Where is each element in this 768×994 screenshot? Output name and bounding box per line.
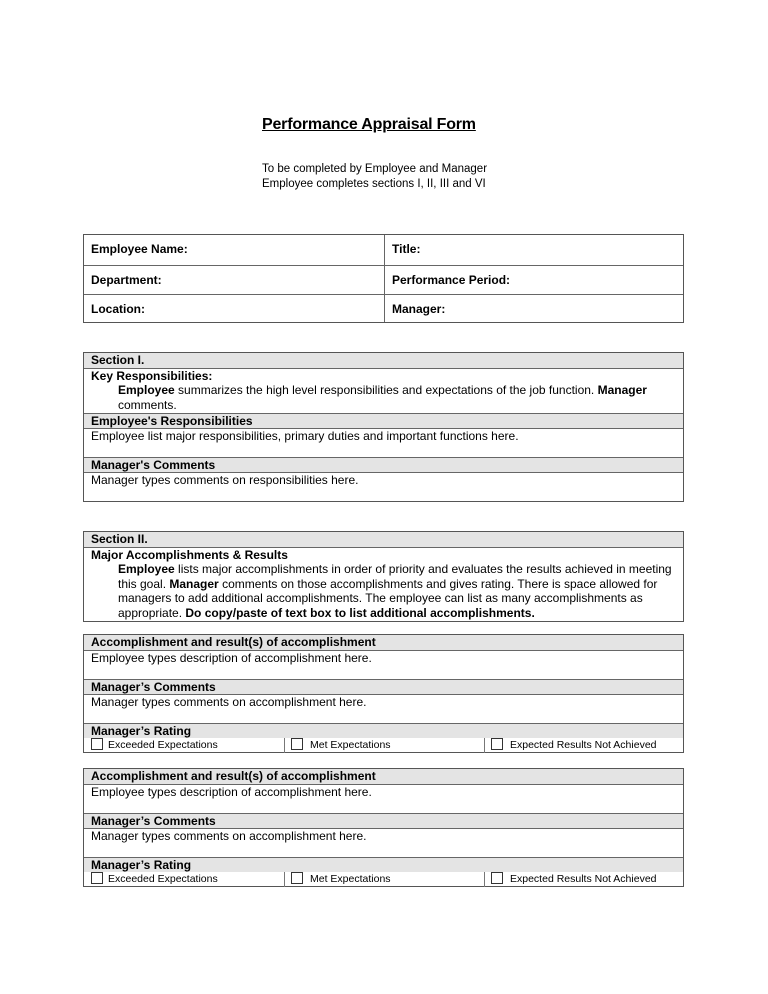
- manager-comments-label: Manager’s Comments: [84, 679, 683, 694]
- met-expectations-label: Met Expectations: [310, 873, 391, 885]
- not-achieved-label: Expected Results Not Achieved: [510, 739, 657, 751]
- section-2-heading: Section II.: [84, 532, 683, 547]
- instructions-line-1: To be completed by Employee and Manager: [262, 163, 488, 175]
- section-2-subheading: Major Accomplishments & Results: [84, 547, 683, 562]
- accomplishment-text[interactable]: Employee types description of accomplishment here.: [84, 784, 683, 813]
- section-1-description: Employee summarizes the high level responsibilities and expectations of the job function. Manager comments.: [118, 383, 647, 412]
- rating-options: [84, 872, 683, 887]
- info-row-name: [84, 235, 683, 265]
- exceeded-expectations-label: Exceeded Expectations: [108, 739, 218, 751]
- accomplishment-label: Accomplishment and result(s) of accomplishment: [84, 635, 683, 650]
- manager-comments-label: Manager’s Comments: [84, 813, 683, 828]
- info-row-location: [84, 294, 683, 324]
- accomplishment-block: [83, 768, 684, 887]
- instructions-line-2: Employee completes sections I, II, III and VI: [262, 178, 486, 190]
- met-expectations-checkbox[interactable]: [291, 872, 303, 884]
- section-2-description: Employee lists major accomplishments in order of priority and evaluates the results achieved in meeting this goal. Manager comments on those accomplishments and gives rating. There is space allowed for managers to add additional accomplishments. The employee can list as many accomplishments as appropriate. Do copy/paste of text box to list additional accomplishments.: [118, 562, 672, 620]
- accomplishment-text[interactable]: Employee types description of accomplishment here.: [84, 650, 683, 679]
- manager-comments-text[interactable]: Manager types comments on responsibilities here.: [84, 472, 683, 501]
- location-field[interactable]: Location:: [91, 302, 145, 316]
- accomplishment-block: [83, 634, 684, 753]
- employee-info-table: [83, 234, 684, 323]
- employee-responsibilities-label: Employee's Responsibilities: [84, 413, 683, 428]
- manager-comments-label: Manager's Comments: [84, 457, 683, 472]
- page-title: Performance Appraisal Form: [262, 116, 476, 133]
- performance-period-field[interactable]: Performance Period:: [392, 272, 511, 287]
- manager-field[interactable]: Manager:: [392, 302, 446, 316]
- exceeded-expectations-checkbox[interactable]: [91, 872, 103, 884]
- info-row-department: [84, 265, 683, 295]
- department-field[interactable]: Department:: [91, 272, 162, 287]
- rating-options: [84, 738, 683, 753]
- manager-comments-text[interactable]: Manager types comments on accomplishment here.: [84, 828, 683, 857]
- employee-name-field[interactable]: Employee Name:: [91, 242, 188, 256]
- section-1: [83, 352, 684, 502]
- exceeded-expectations-label: Exceeded Expectations: [108, 873, 218, 885]
- title-field[interactable]: Title:: [392, 242, 421, 256]
- not-achieved-label: Expected Results Not Achieved: [510, 873, 657, 885]
- section-1-heading: Section I.: [84, 353, 683, 368]
- manager-rating-label: Manager’s Rating: [84, 857, 683, 872]
- section-1-subheading: Key Responsibilities:: [84, 368, 683, 383]
- not-achieved-checkbox[interactable]: [491, 738, 503, 750]
- employee-responsibilities-text[interactable]: Employee list major responsibilities, primary duties and important functions here.: [84, 428, 683, 457]
- accomplishment-label: Accomplishment and result(s) of accomplishment: [84, 769, 683, 784]
- manager-rating-label: Manager’s Rating: [84, 723, 683, 738]
- met-expectations-label: Met Expectations: [310, 739, 391, 751]
- met-expectations-checkbox[interactable]: [291, 738, 303, 750]
- not-achieved-checkbox[interactable]: [491, 872, 503, 884]
- exceeded-expectations-checkbox[interactable]: [91, 738, 103, 750]
- manager-comments-text[interactable]: Manager types comments on accomplishment here.: [84, 694, 683, 723]
- section-2: [83, 531, 684, 622]
